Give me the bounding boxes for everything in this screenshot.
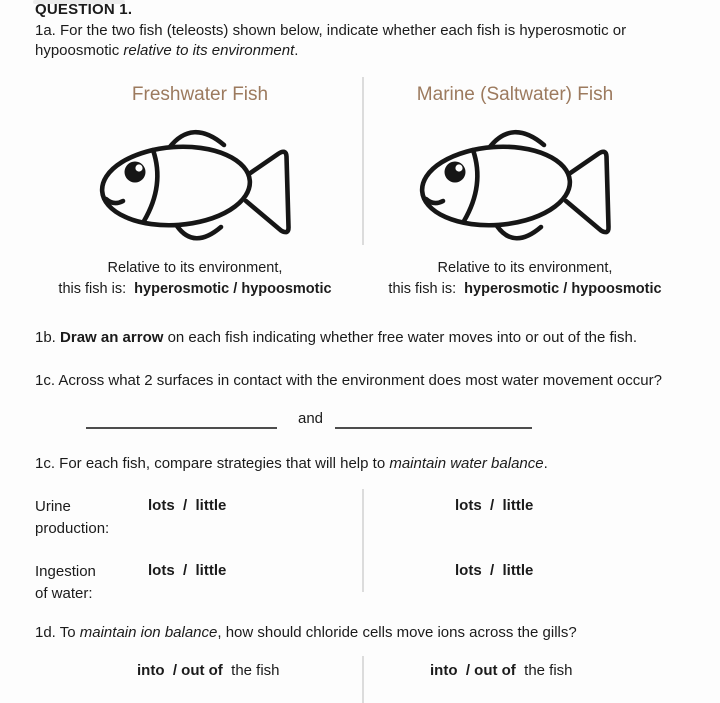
fish-eye [445, 162, 466, 183]
freshwater-caption [35, 258, 355, 300]
chloride-options-marine[interactable] [430, 662, 573, 679]
question-1d-prefix: 1d. To [35, 624, 80, 641]
chloride-options-freshwater[interactable] [137, 662, 280, 679]
question-1b-prefix: 1b. [35, 329, 61, 346]
ingestion-options-marine[interactable]: lots / little [455, 562, 534, 579]
fish-ventral-fin [497, 226, 541, 238]
column-divider-bottom [362, 656, 364, 703]
ingestion-label-line1: Ingestion [35, 563, 96, 580]
ingestion-of-water-label [35, 561, 145, 605]
urine-options-freshwater[interactable]: lots / little [148, 497, 227, 514]
question-1a-text [35, 21, 695, 61]
question-1c-strategies-italic: maintain water balance [389, 455, 544, 472]
chloride-options-freshwater-bold[interactable]: into / out of [137, 662, 223, 679]
urine-production-label [35, 496, 145, 540]
fish-body [99, 142, 252, 230]
freshwater-caption-line2 [35, 279, 355, 300]
question-1c-surfaces-text: 1c. Across what 2 surfaces in contact with the environment does most water movement occur? [35, 372, 662, 389]
question-1b-bold: Draw an arrow [60, 329, 164, 346]
question-1a-italic: relative to its environment [123, 42, 295, 59]
column-divider-top [362, 77, 364, 245]
question-1c-strategies-prefix: 1c. For each fish, compare strategies that will help to [35, 455, 390, 472]
chloride-options-marine-bold[interactable]: into / out of [430, 662, 516, 679]
freshwater-caption-line1: Relative to its environment, [107, 260, 283, 276]
question-1c-strategies-text [35, 454, 695, 474]
and-label: and [297, 410, 324, 427]
question-1d-text [35, 623, 695, 643]
fish-tail [246, 152, 289, 232]
fish-icon [410, 115, 620, 255]
freshwater-fish-illustration [90, 115, 300, 255]
ingestion-label-line2: of water: [35, 585, 93, 602]
question-1a-main: 1a. For the two fish (teleosts) shown below, indicate whether each fish is hyperosmotic or hypoosmotic [35, 22, 631, 59]
question-1d-italic: maintain ion balance [79, 624, 218, 641]
urine-options-marine[interactable]: lots / little [455, 497, 534, 514]
freshwater-osmotic-options[interactable]: hyperosmotic / hypoosmotic [134, 281, 332, 297]
question-1c-strategies-period: . [543, 455, 548, 472]
answer-blank-2[interactable] [335, 409, 532, 429]
marine-fish-illustration [410, 115, 620, 255]
marine-caption-line1: Relative to its environment, [437, 260, 613, 276]
question-1d-rest: , how should chloride cells move ions across the gills? [217, 624, 577, 641]
urine-label-line1: Urine [35, 498, 71, 515]
marine-column-header: Marine (Saltwater) Fish [416, 84, 614, 105]
fish-body [419, 142, 572, 230]
freshwater-column-header: Freshwater Fish [131, 84, 269, 105]
fish-eye-highlight [135, 164, 142, 171]
fish-icon [90, 115, 300, 255]
fish-ventral-fin [177, 226, 221, 238]
marine-caption [365, 258, 685, 300]
ingestion-options-freshwater[interactable]: lots / little [148, 562, 227, 579]
urine-label-line2: production: [35, 520, 110, 537]
fish-tail [566, 152, 609, 232]
fish-eye-highlight [455, 164, 462, 171]
chloride-options-freshwater-rest: the fish [222, 662, 280, 679]
marine-osmotic-options[interactable]: hyperosmotic / hypoosmotic [464, 281, 662, 297]
freshwater-caption-label: this fish is: [58, 281, 135, 297]
question-1a-period: . [294, 42, 299, 59]
column-divider-middle [362, 489, 364, 592]
question-title: QUESTION 1. [35, 1, 133, 18]
question-1b-rest: on each fish indicating whether free water moves into or out of the fish. [163, 329, 637, 346]
marine-caption-line2 [365, 279, 685, 300]
answer-blank-1[interactable] [86, 409, 277, 429]
fish-eye [125, 162, 146, 183]
chloride-options-marine-rest: the fish [515, 662, 573, 679]
question-1b-text [35, 328, 695, 348]
marine-caption-label: this fish is: [388, 281, 465, 297]
